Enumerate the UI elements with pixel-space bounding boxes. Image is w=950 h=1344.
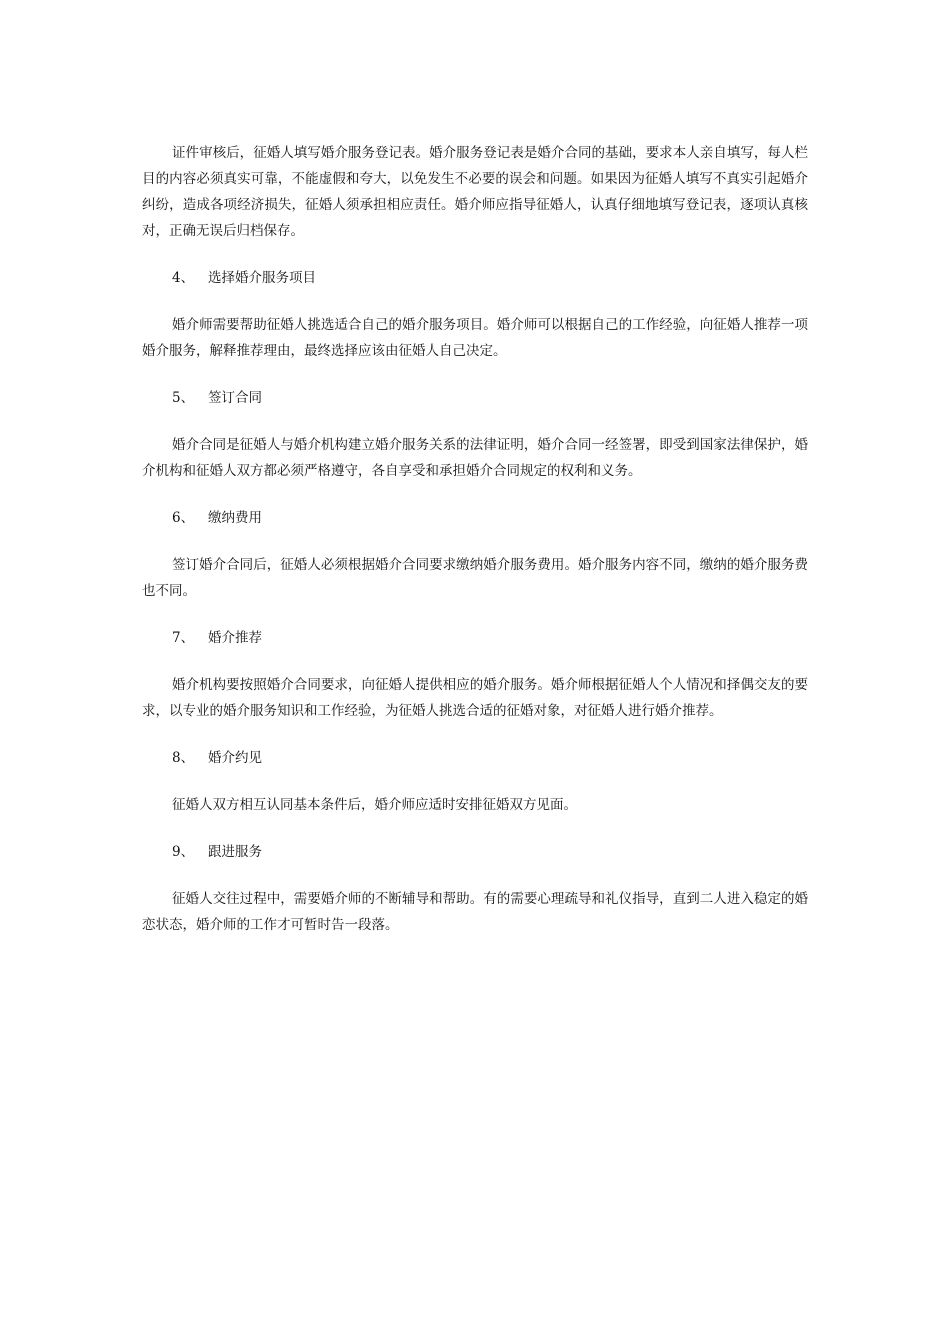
section-title: 选择婚介服务项目 — [208, 270, 316, 286]
section-title: 婚介推荐 — [208, 630, 262, 646]
section-number: 9、 — [172, 844, 195, 860]
section-heading-7 — [142, 625, 808, 651]
section-heading-6 — [142, 505, 808, 531]
section-number: 5、 — [172, 390, 195, 406]
section-number: 8、 — [172, 750, 195, 766]
section-heading-8 — [142, 745, 808, 771]
section-title: 签订合同 — [208, 390, 262, 406]
section-number: 4、 — [172, 270, 195, 286]
section-title: 婚介约见 — [208, 750, 262, 766]
section-number: 7、 — [172, 630, 195, 646]
section-heading-5 — [142, 385, 808, 411]
section-body-7: 婚介机构要按照婚介合同要求，向征婚人提供相应的婚介服务。婚介师根据征婚人个人情况和择偶交友的要求，以专业的婚介服务知识和工作经验，为征婚人挑选合适的征婚对象，对征婚人进行婚介推荐。 — [142, 677, 808, 719]
section-title: 跟进服务 — [208, 844, 262, 860]
section-heading-9 — [142, 839, 808, 865]
section-body-5: 婚介合同是征婚人与婚介机构建立婚介服务关系的法律证明，婚介合同一经签署，即受到国家法律保护，婚介机构和征婚人双方都必须严格遵守，各自享受和承担婚介合同规定的权利和义务。 — [142, 437, 808, 479]
section-body-9: 征婚人交往过程中，需要婚介师的不断辅导和帮助。有的需要心理疏导和礼仪指导，直到二人进入稳定的婚恋状态，婚介师的工作才可暂时告一段落。 — [142, 891, 808, 933]
section-title: 缴纳费用 — [208, 510, 262, 526]
section-body-4: 婚介师需要帮助征婚人挑选适合自己的婚介服务项目。婚介师可以根据自己的工作经验，向征婚人推荐一项婚介服务，解释推荐理由，最终选择应该由征婚人自己决定。 — [142, 317, 808, 359]
intro-paragraph: 证件审核后，征婚人填写婚介服务登记表。婚介服务登记表是婚介合同的基础，要求本人亲自填写，每人栏目的内容必须真实可靠，不能虚假和夸大，以免发生不必要的误会和问题。如果因为征婚人填写不真实引起婚介纠纷，造成各项经济损失，征婚人须承担相应责任。婚介师应指导征婚人，认真仔细地填写登记表，逐项认真核对，正确无误后归档保存。 — [142, 145, 808, 239]
section-heading-4 — [142, 265, 808, 291]
document-body — [142, 140, 808, 938]
section-body-8: 征婚人双方相互认同基本条件后，婚介师应适时安排征婚双方见面。 — [172, 797, 577, 813]
section-body-6: 签订婚介合同后，征婚人必须根据婚介合同要求缴纳婚介服务费用。婚介服务内容不同，缴纳的婚介服务费也不同。 — [142, 557, 808, 599]
section-number: 6、 — [172, 510, 195, 526]
